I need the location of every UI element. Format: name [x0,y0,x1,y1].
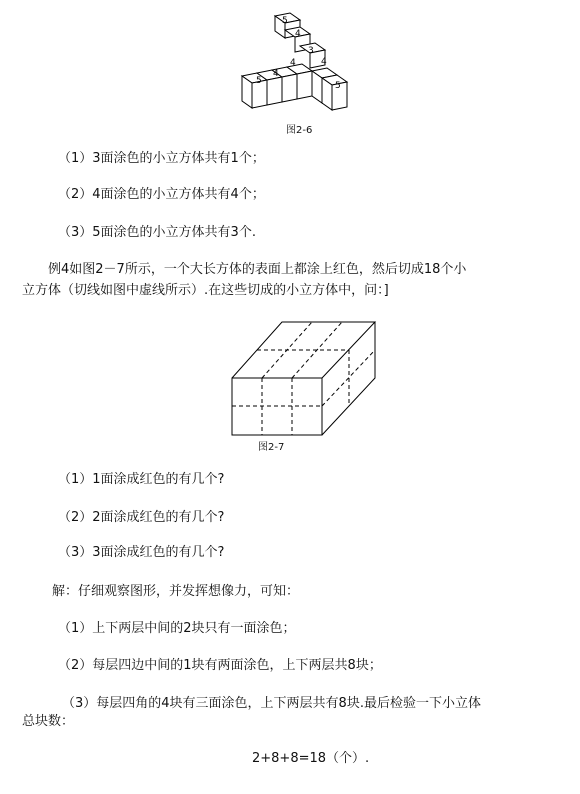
figure-2-6-cube-arrangement [230,8,370,138]
solution-item-3-continued: 总块数： [22,714,75,729]
answer-a-2: （2）4面涂色的小立方体共有4个； [58,187,265,202]
example-text-line-1: 例4如图2－7所示，一个大长方体的表面上都涂上红色，然后切成18个小 [48,262,467,277]
solution-intro: 解：仔细观察图形，并发挥想像力，可知： [52,584,300,599]
answer-a-1: （1）3面涂色的小立方体共有1个； [58,151,265,166]
solution-item-2: （2）每层四边中间的1块有两面涂色，上下两层共8块； [58,658,382,673]
figure-2-7-caption: 图2-7 [258,442,285,453]
cube-label: 4 [290,58,296,68]
figure-2-7-cuboid [225,315,385,440]
cube-label: 4 [321,57,327,67]
question-3: （3）3面涂成红色的有几个? [58,545,225,560]
cube-label: 3 [308,46,314,56]
solution-item-3: （3）每层四角的4块有三面涂色，上下两层共有8块.最后检验一下小立体 [62,696,481,711]
solution-formula: 2+8+8=18（个）. [252,751,370,766]
cube-label: 5 [282,16,288,26]
cube-label: 4 [295,29,301,39]
question-1: （1）1面涂成红色的有几个? [58,472,225,487]
example-text-line-2: 立方体（切线如图中虚线所示）.在这些切成的小立方体中，问：] [22,283,389,298]
question-2: （2）2面涂成红色的有几个? [58,510,225,525]
answer-a-3: （3）5面涂色的小立方体共有3个. [58,225,256,240]
cube-label: 5 [256,76,262,86]
cube-label: 4 [273,69,279,79]
figure-2-6-caption: 图2-6 [286,125,313,136]
solution-item-1: （1）上下两层中间的2块只有一面涂色； [58,621,296,636]
cube-label: 5 [335,81,341,91]
